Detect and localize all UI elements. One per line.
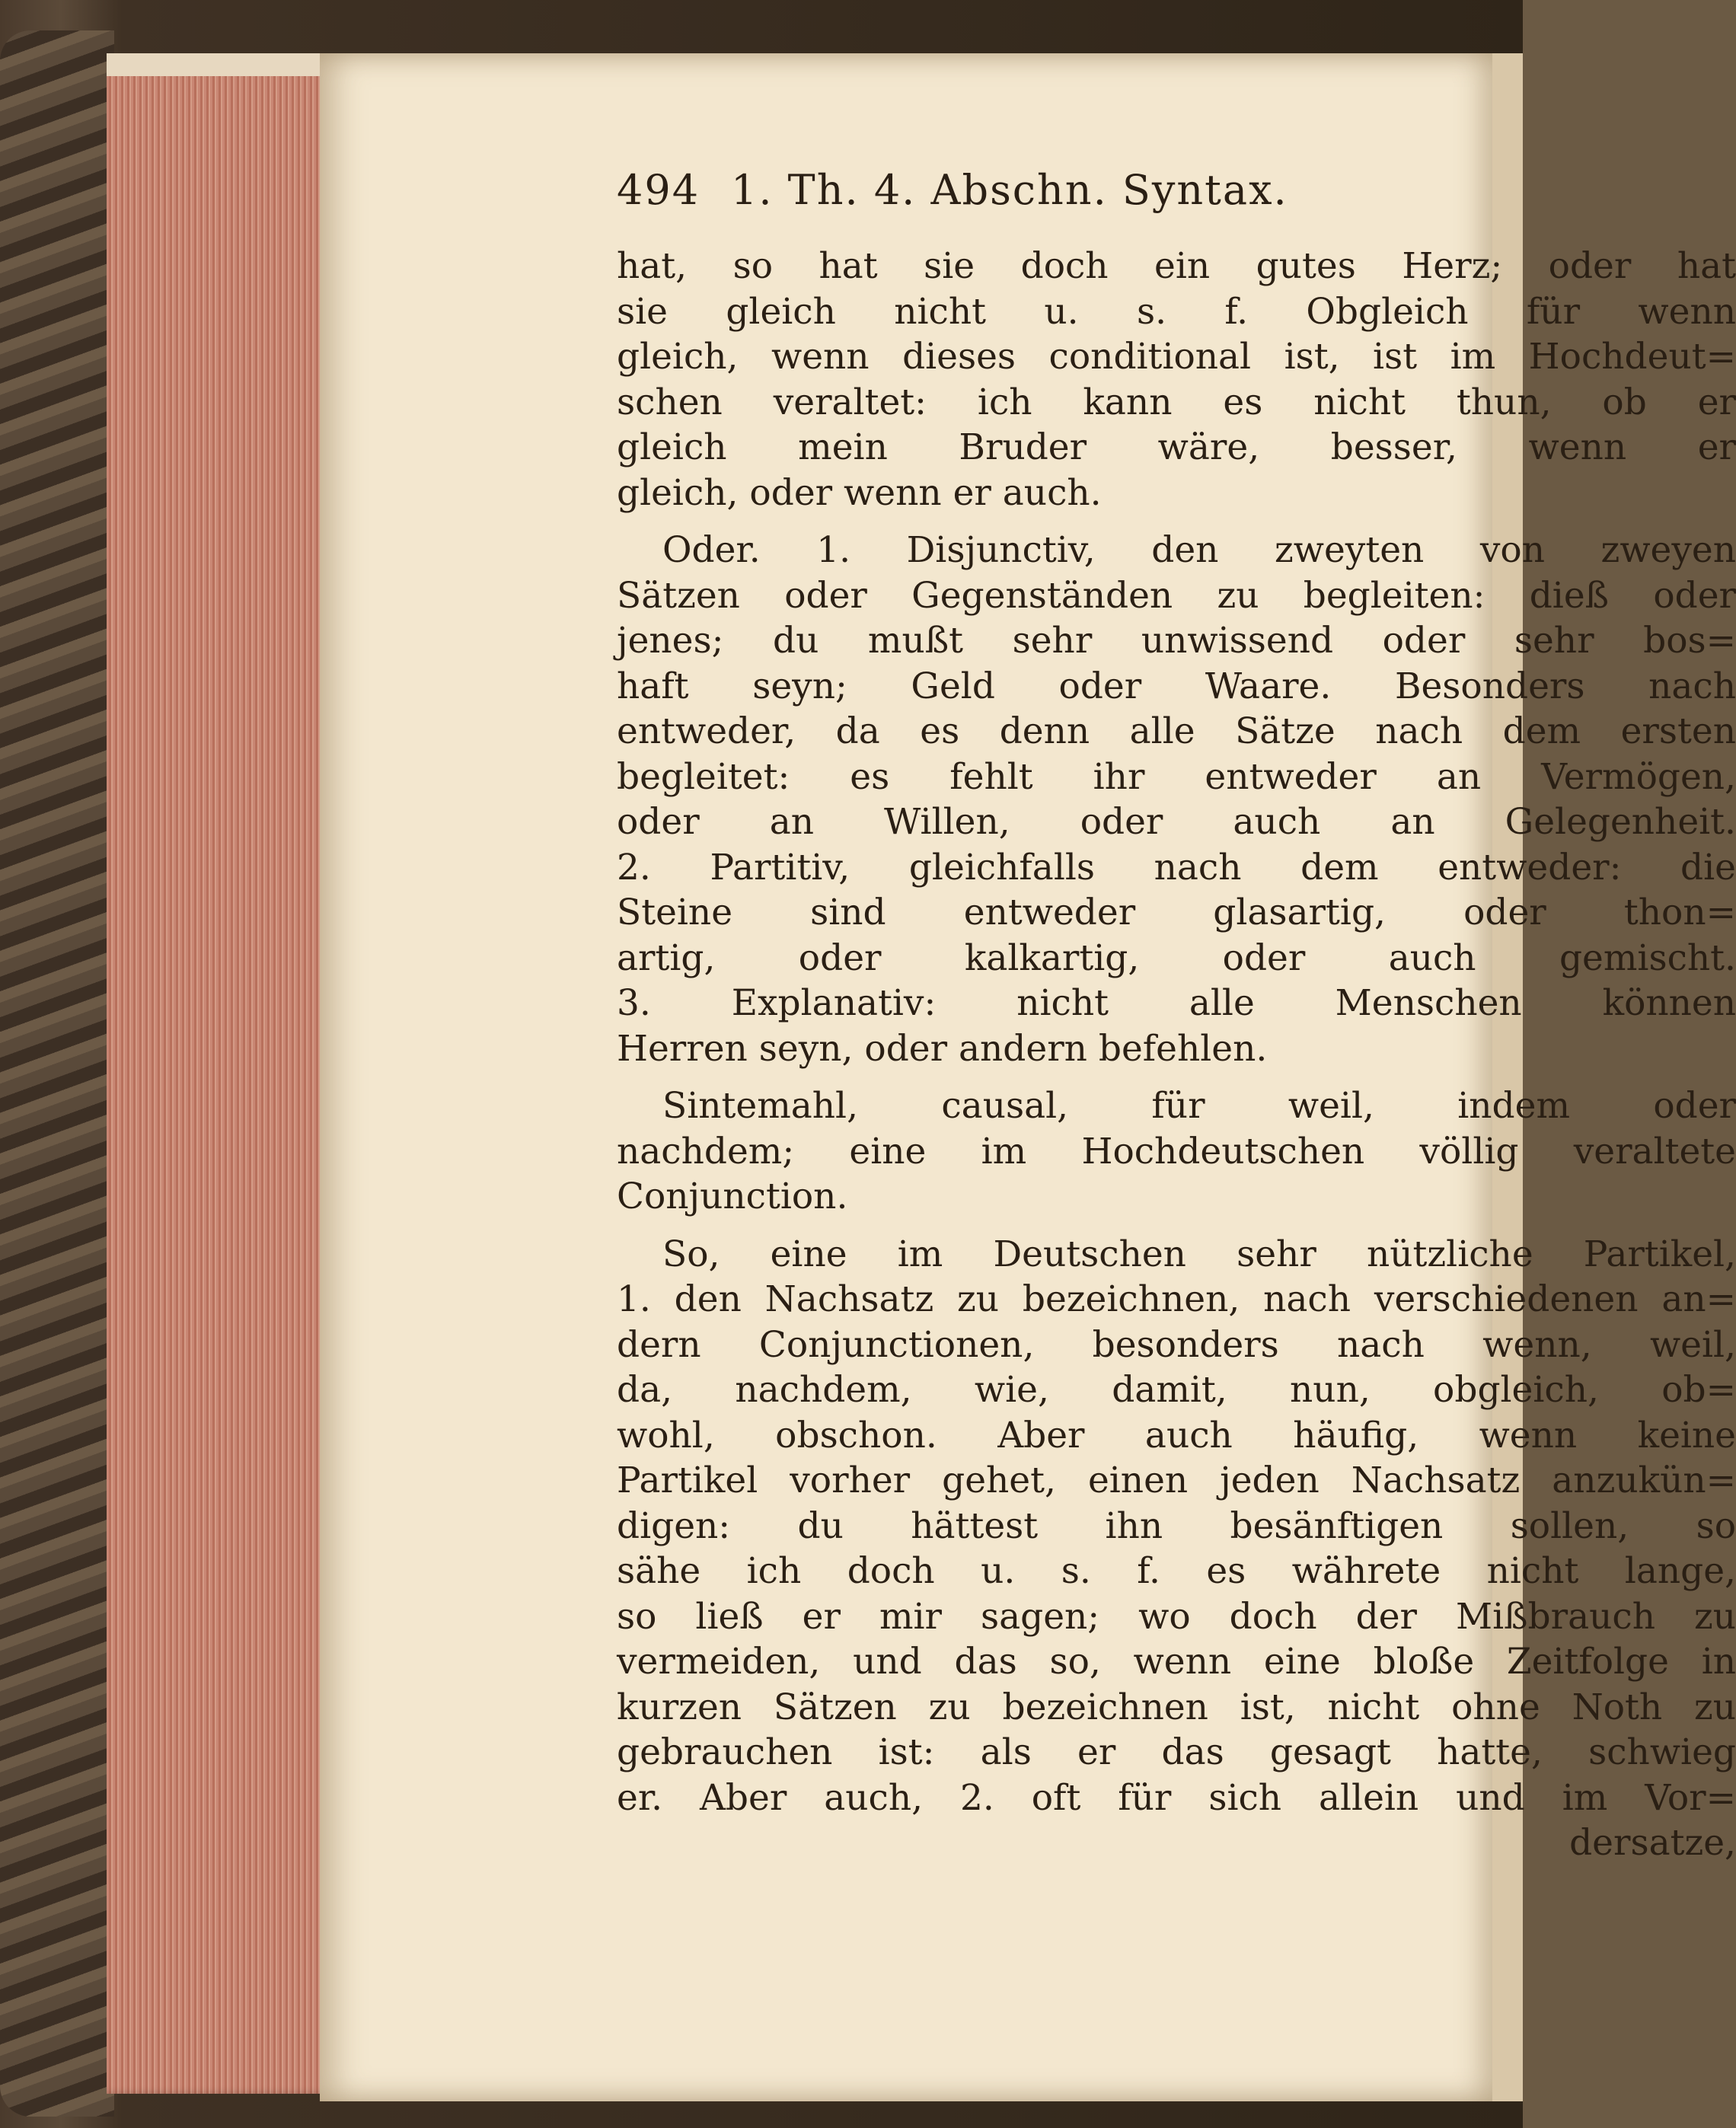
text-line: Oder. 1. Disjunctiv, den zweyten von zweyen <box>662 529 1736 571</box>
paragraph-gap <box>617 1220 1736 1232</box>
text-line: digen: du hättest ihn besänftigen sollen, so <box>617 1504 1736 1547</box>
text-line: Herren seyn, oder andern befehlen. <box>617 1027 1268 1070</box>
text-line: sie gleich nicht u. s. f. Obgleich für wenn <box>617 290 1736 333</box>
text-line: artig, oder kalkartig, oder auch gemischt. <box>617 936 1736 979</box>
text-line: 1. den Nachsatz zu bezeichnen, nach verschiedenen an= <box>617 1278 1736 1320</box>
text-line: schen veraltet: ich kann es nicht thun, ob er <box>617 381 1736 423</box>
page-edges <box>107 53 335 2094</box>
running-head <box>617 166 1736 227</box>
text-line: Partikel vorher gehet, einen jeden Nachsatz anzukün= <box>617 1460 1736 1501</box>
text-line: sähe ich doch u. s. f. es währete nicht lange, <box>617 1550 1736 1592</box>
running-head-title: 1. Th. 4. Abschn. Syntax. <box>731 166 1288 214</box>
page-number: 494 <box>617 166 700 214</box>
text-line: Sintemahl, causal, für weil, indem oder <box>662 1085 1736 1127</box>
text-line: gleich, wenn dieses conditional ist, ist im Hochdeut= <box>617 336 1736 378</box>
text-line: nachdem; eine im Hochdeutschen völlig veraltete <box>617 1130 1736 1172</box>
text-line: gleich, oder wenn er auch. <box>617 471 1102 514</box>
text-line: so ließ er mir sagen; wo doch der Mißbrauch zu <box>617 1595 1736 1638</box>
text-line: da, nachdem, wie, damit, nun, obgleich, ob= <box>617 1369 1736 1411</box>
text-line: begleitet: es fehlt ihr entweder an Vermögen, <box>617 755 1736 798</box>
text-line: entweder, da es denn alle Sätze nach dem ersten <box>617 710 1736 752</box>
text-line: gebrauchen ist: als er das gesagt hatte, schwieg <box>617 1731 1736 1773</box>
text-line: kurzen Sätzen zu bezeichnen ist, nicht ohne Noth zu <box>617 1686 1736 1728</box>
text-line: wohl, obschon. Aber auch häufig, wenn keine <box>617 1414 1736 1456</box>
book-cover-edge <box>0 30 114 2117</box>
catchword: dersatze, <box>1569 1822 1736 1864</box>
text-line: 3. Explanativ: nicht alle Menschen können <box>617 982 1736 1024</box>
text-line: jenes; du mußt sehr unwissend oder sehr bos= <box>617 620 1736 662</box>
page-edges-top <box>107 53 335 76</box>
text-line: haft seyn; Geld oder Waare. Besonders nach <box>617 665 1736 707</box>
text-line: So, eine im Deutschen sehr nützliche Partikel, <box>662 1233 1736 1275</box>
text-line: oder an Willen, oder auch an Gelegenheit. <box>617 801 1736 843</box>
text-column <box>617 166 1736 1864</box>
text-line: er. Aber auch, 2. oft für sich allein und im Vor= <box>617 1776 1736 1819</box>
text-line: Conjunction. <box>617 1176 848 1217</box>
body-text <box>617 244 1736 1866</box>
text-line: hat, so hat sie doch ein gutes Herz; oder hat <box>617 245 1736 287</box>
text-line: vermeiden, und das so, wenn eine bloße Zeitfolge in <box>617 1641 1736 1683</box>
text-line: Steine sind entweder glasartig, oder thon= <box>617 892 1736 933</box>
paragraph-gap <box>617 1071 1736 1083</box>
text-line: Sätzen oder Gegenständen zu begleiten: dieß oder <box>617 574 1736 617</box>
paragraph-gap <box>617 515 1736 528</box>
book-page <box>320 53 1736 2101</box>
text-line: gleich mein Bruder wäre, besser, wenn er <box>617 426 1736 468</box>
text-line: dern Conjunctionen, besonders nach wenn, weil, <box>617 1323 1736 1366</box>
text-line: 2. Partitiv, gleichfalls nach dem entweder: die <box>617 846 1736 889</box>
